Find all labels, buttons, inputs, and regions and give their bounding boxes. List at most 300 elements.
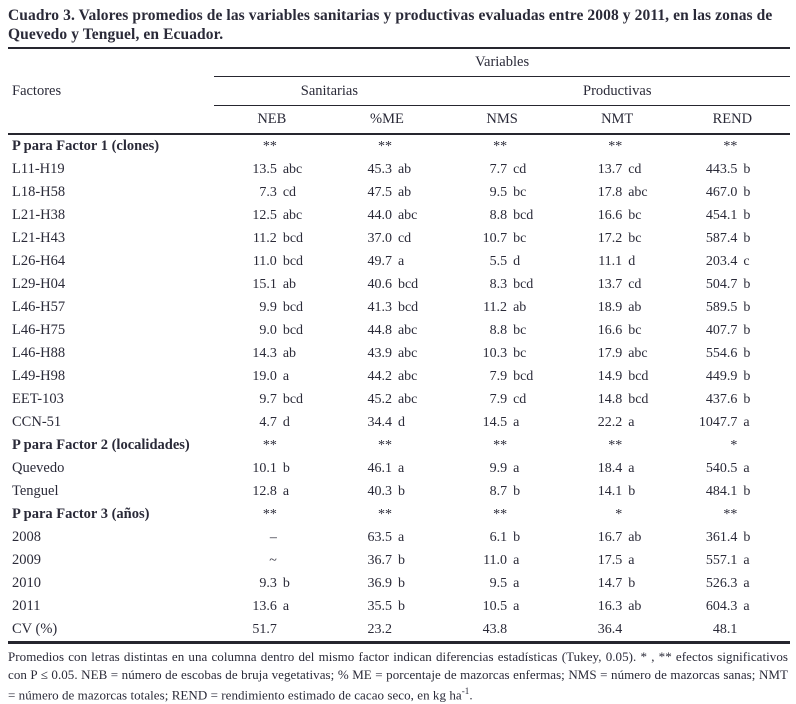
value-letters: b: [743, 391, 751, 407]
header-spacer: [8, 106, 214, 135]
value-letters: a: [628, 460, 635, 476]
value-letters: a: [513, 575, 520, 591]
value-letters: b: [743, 207, 751, 223]
value-number: 16.6: [597, 207, 623, 223]
value-letters: b: [743, 345, 751, 361]
row-label: L26-H64: [12, 253, 66, 269]
value-number: 557.1: [705, 552, 738, 568]
value-cell: [329, 273, 444, 296]
value-cell: [214, 227, 329, 250]
value-letters: b: [282, 575, 290, 591]
value-cell: [560, 365, 675, 388]
table-row: [8, 158, 790, 181]
value-letters: abc: [397, 322, 418, 338]
value-cell: [445, 227, 560, 250]
value-letters: bcd: [397, 276, 419, 292]
value-number: 9.7: [259, 391, 277, 407]
value-letters: d: [513, 253, 521, 269]
value-number: **: [377, 506, 392, 522]
value-number: 8.3: [489, 276, 508, 292]
value-letters: b: [397, 598, 405, 614]
table-row: [8, 342, 790, 365]
value-number: 16.7: [597, 529, 623, 545]
value-cell: [675, 158, 790, 181]
row-label: L46-H88: [12, 345, 66, 361]
value-cell: [329, 549, 444, 572]
value-cell: [445, 158, 560, 181]
value-cell: [214, 319, 329, 342]
value-number: 9.3: [259, 575, 277, 591]
value-letters: b: [743, 276, 751, 292]
value-number: 13.6: [252, 598, 277, 614]
table-row: [8, 388, 790, 411]
value-number: 554.6: [705, 345, 738, 361]
value-cell: [675, 342, 790, 365]
value-cell: [329, 158, 444, 181]
row-label: L29-H04: [12, 276, 66, 292]
value-cell: [675, 204, 790, 227]
value-cell: [329, 250, 444, 273]
value-letters: a: [628, 414, 635, 430]
value-letters: bc: [628, 207, 642, 223]
header-row-groups: [8, 77, 790, 106]
value-number: 7.3: [259, 184, 277, 200]
value-letters: abc: [397, 391, 418, 407]
value-number: 9.0: [259, 322, 277, 338]
value-cell: [675, 434, 790, 457]
value-cell: [445, 480, 560, 503]
table-header: [8, 48, 790, 134]
header-variables: Variables: [214, 48, 790, 77]
value-letters: bcd: [513, 207, 534, 223]
value-letters: a: [513, 414, 520, 430]
value-number: 540.5: [705, 460, 738, 476]
value-number: 203.4: [705, 253, 738, 269]
value-number: 437.6: [705, 391, 738, 407]
row-label: L49-H98: [12, 368, 66, 384]
value-cell: [560, 181, 675, 204]
value-letters: bc: [628, 322, 642, 338]
value-number: 43.9: [367, 345, 392, 361]
value-letters: d: [282, 414, 290, 430]
value-cell: [560, 204, 675, 227]
value-letters: a: [743, 598, 750, 614]
value-number: 17.9: [597, 345, 623, 361]
value-number: 44.8: [367, 322, 392, 338]
value-letters: a: [513, 460, 520, 476]
value-cell: [675, 181, 790, 204]
value-cell: [560, 227, 675, 250]
value-number: 9.5: [489, 575, 508, 591]
value-cell: [560, 457, 675, 480]
table-row: [8, 204, 790, 227]
value-letters: b: [743, 529, 751, 545]
value-cell: [445, 365, 560, 388]
value-number: 11.2: [252, 230, 277, 246]
value-cell: [214, 480, 329, 503]
value-cell: [445, 296, 560, 319]
value-number: 7.9: [489, 368, 508, 384]
value-number: 6.1: [489, 529, 508, 545]
table-body: [8, 134, 790, 643]
value-number: **: [608, 138, 623, 154]
value-number: 11.0: [483, 552, 508, 568]
column-header-me: %ME: [329, 106, 444, 135]
value-cell: [329, 342, 444, 365]
row-label: L11-H19: [12, 161, 65, 177]
value-number: 604.3: [705, 598, 738, 614]
value-number: 49.7: [367, 253, 392, 269]
value-cell: [329, 319, 444, 342]
value-cell: [675, 296, 790, 319]
value-letters: a: [397, 529, 405, 545]
value-number: 504.7: [705, 276, 738, 292]
row-label: 2011: [12, 598, 41, 614]
value-letters: abc: [628, 184, 648, 200]
value-letters: b: [513, 529, 521, 545]
table-row: [8, 411, 790, 434]
value-number: 589.5: [705, 299, 738, 315]
value-cell: [560, 480, 675, 503]
value-cell: [675, 134, 790, 158]
value-letters: b: [743, 184, 751, 200]
value-letters: b: [397, 483, 405, 499]
table-row: [8, 503, 790, 526]
value-letters: bcd: [282, 322, 304, 338]
value-cell: [445, 549, 560, 572]
value-number: 9.9: [259, 299, 277, 315]
value-letters: b: [743, 230, 751, 246]
value-number: 12.8: [252, 483, 277, 499]
value-number: **: [493, 138, 508, 154]
value-cell: [445, 572, 560, 595]
value-cell: [675, 572, 790, 595]
value-cell: [560, 273, 675, 296]
value-cell: [445, 526, 560, 549]
value-cell: [329, 388, 444, 411]
value-cell: [560, 549, 675, 572]
value-number: 10.1: [252, 460, 277, 476]
value-number: 11.1: [598, 253, 623, 269]
column-header-nms: NMS: [445, 106, 560, 135]
value-number: 16.6: [597, 322, 623, 338]
value-cell: [445, 457, 560, 480]
value-cell: [329, 457, 444, 480]
value-number: 9.5: [489, 184, 508, 200]
value-number: 407.7: [705, 322, 738, 338]
value-cell: [560, 250, 675, 273]
value-number: 361.4: [705, 529, 738, 545]
value-number: 467.0: [705, 184, 738, 200]
header-factores: Factores: [12, 82, 62, 99]
value-letters: d: [397, 414, 405, 430]
value-letters: b: [743, 483, 751, 499]
value-cell: [214, 503, 329, 526]
value-number: 45.2: [367, 391, 392, 407]
value-number: 587.4: [705, 230, 738, 246]
table-row: [8, 227, 790, 250]
value-letters: ab: [628, 299, 642, 315]
value-number: **: [377, 138, 392, 154]
footnote-text: Promedios con letras distintas en una columna dentro del mismo factor indican diferencias estadísticas (Tukey, 0.05). * , ** efectos significativos con P ≤ 0.05. NEB = número de escobas de bruja vegetativas; % ME = porcentaje de mazorcas enfermas; NMS = número de mazorcas sanas; NMT = número de mazorcas totales; REND = rendimiento estimado de cacao seco, en kg ha: [8, 649, 788, 703]
value-letters: bc: [513, 184, 527, 200]
value-cell: [675, 250, 790, 273]
value-cell: [675, 227, 790, 250]
value-number: 16.3: [597, 598, 623, 614]
value-number: 17.2: [597, 230, 623, 246]
value-letters: b: [743, 322, 751, 338]
table-row: [8, 457, 790, 480]
value-number: 19.0: [252, 368, 277, 384]
table-row: [8, 572, 790, 595]
value-letters: cd: [397, 230, 412, 246]
table-row: [8, 319, 790, 342]
value-number: **: [493, 506, 508, 522]
value-number: 22.2: [597, 414, 623, 430]
value-cell: [445, 319, 560, 342]
value-cell: [329, 411, 444, 434]
table-row: [8, 181, 790, 204]
value-letters: a: [513, 552, 520, 568]
value-cell: [214, 457, 329, 480]
value-letters: ab: [282, 345, 297, 361]
value-number: 44.2: [367, 368, 392, 384]
table-row: [8, 273, 790, 296]
value-cell: [560, 296, 675, 319]
value-cell: [214, 273, 329, 296]
column-header-nmt: NMT: [560, 106, 675, 135]
value-cell: [445, 434, 560, 457]
table-row: [8, 250, 790, 273]
value-letters: bcd: [282, 230, 304, 246]
table-row: [8, 526, 790, 549]
value-letters: bcd: [513, 368, 534, 384]
value-letters: bc: [513, 345, 527, 361]
row-label: Quevedo: [12, 460, 65, 476]
value-number: 35.5: [367, 598, 392, 614]
value-number: 46.1: [367, 460, 392, 476]
value-number: ~: [269, 552, 277, 568]
value-number: 14.1: [597, 483, 623, 499]
value-number: 526.3: [705, 575, 738, 591]
value-number: 13.7: [597, 276, 623, 292]
row-label: Tenguel: [12, 483, 59, 499]
value-cell: [445, 388, 560, 411]
value-letters: b: [397, 552, 405, 568]
row-label: L46-H57: [12, 299, 66, 315]
row-label: P para Factor 1 (clones): [12, 138, 160, 154]
value-cell: [329, 134, 444, 158]
value-number: **: [608, 437, 623, 453]
value-number: 40.3: [367, 483, 392, 499]
value-letters: abc: [282, 207, 303, 223]
value-cell: [329, 526, 444, 549]
value-cell: [214, 411, 329, 434]
value-number: 36.9: [367, 575, 392, 591]
value-letters: bc: [628, 230, 642, 246]
row-label: CV (%): [12, 621, 58, 637]
value-cell: [675, 365, 790, 388]
value-letters: bcd: [513, 276, 534, 292]
row-label: L18-H58: [12, 184, 66, 200]
value-cell: [329, 204, 444, 227]
value-letters: a: [743, 552, 750, 568]
value-number: 23.2: [367, 621, 392, 637]
value-cell: [445, 618, 560, 643]
value-cell: [329, 595, 444, 618]
value-cell: [560, 342, 675, 365]
value-number: 10.3: [482, 345, 508, 361]
value-letters: cd: [513, 391, 527, 407]
value-cell: [214, 250, 329, 273]
header-productivas: Productivas: [445, 77, 791, 106]
value-cell: [214, 296, 329, 319]
value-letters: a: [513, 598, 520, 614]
value-cell: [329, 181, 444, 204]
value-letters: b: [628, 575, 636, 591]
value-number: 40.6: [367, 276, 392, 292]
value-cell: [560, 572, 675, 595]
value-letters: bcd: [397, 299, 419, 315]
table-footnote: [0, 644, 796, 704]
value-letters: b: [513, 483, 521, 499]
value-number: **: [723, 506, 738, 522]
column-header-neb: NEB: [214, 106, 329, 135]
value-number: 51.7: [252, 621, 277, 637]
value-cell: [329, 572, 444, 595]
value-number: 13.5: [252, 161, 277, 177]
value-letters: abc: [397, 345, 418, 361]
value-number: 484.1: [705, 483, 738, 499]
value-cell: [675, 457, 790, 480]
value-cell: [675, 618, 790, 643]
value-cell: [560, 503, 675, 526]
value-cell: [560, 434, 675, 457]
value-cell: [329, 365, 444, 388]
value-cell: [214, 526, 329, 549]
row-label: P para Factor 2 (localidades): [12, 437, 190, 453]
row-label: P para Factor 3 (años): [12, 506, 150, 522]
value-cell: [214, 595, 329, 618]
value-cell: [445, 503, 560, 526]
value-letters: a: [743, 460, 750, 476]
value-number: 1047.7: [698, 414, 738, 430]
value-letters: a: [282, 368, 290, 384]
value-letters: cd: [628, 276, 642, 292]
header-row-variables: [8, 48, 790, 77]
value-letters: ab: [513, 299, 527, 315]
value-number: 36.7: [367, 552, 392, 568]
value-cell: [560, 388, 675, 411]
value-number: **: [377, 437, 392, 453]
value-cell: [329, 480, 444, 503]
value-number: 8.8: [489, 322, 508, 338]
value-cell: [329, 296, 444, 319]
value-number: 14.3: [252, 345, 277, 361]
value-cell: [675, 388, 790, 411]
value-cell: [560, 526, 675, 549]
value-cell: [329, 618, 444, 643]
row-label: EET-103: [12, 391, 64, 407]
value-cell: [560, 411, 675, 434]
table-row: [8, 296, 790, 319]
value-cell: [560, 595, 675, 618]
value-letters: abc: [397, 368, 418, 384]
value-cell: [675, 480, 790, 503]
table-row: [8, 434, 790, 457]
value-cell: [445, 342, 560, 365]
value-number: 10.5: [482, 598, 508, 614]
footnote-period: .: [469, 687, 473, 703]
value-number: 13.7: [597, 161, 623, 177]
value-letters: b: [282, 460, 290, 476]
value-letters: bc: [513, 322, 527, 338]
header-row-columns: [8, 106, 790, 135]
value-cell: [445, 273, 560, 296]
value-cell: [675, 549, 790, 572]
value-number: 443.5: [705, 161, 738, 177]
row-label: 2009: [12, 552, 41, 568]
value-cell: [560, 618, 675, 643]
row-label: L46-H75: [12, 322, 66, 338]
value-cell: [445, 204, 560, 227]
value-letters: a: [743, 575, 750, 591]
value-letters: ab: [397, 184, 412, 200]
value-number: 7.7: [489, 161, 508, 177]
value-number: *: [730, 437, 738, 453]
value-number: 8.8: [489, 207, 508, 223]
value-number: 36.4: [597, 621, 623, 637]
value-number: 48.1: [712, 621, 738, 637]
value-letters: b: [743, 161, 751, 177]
value-letters: abc: [628, 345, 648, 361]
value-cell: [214, 181, 329, 204]
value-number: 11.2: [483, 299, 508, 315]
value-cell: [214, 434, 329, 457]
value-number: –: [269, 529, 277, 545]
value-letters: a: [397, 253, 405, 269]
value-number: 17.5: [597, 552, 623, 568]
value-letters: b: [743, 299, 751, 315]
value-number: 63.5: [367, 529, 392, 545]
table-row: [8, 365, 790, 388]
row-label: CCN-51: [12, 414, 62, 430]
value-cell: [675, 595, 790, 618]
header-sanitarias: Sanitarias: [214, 77, 444, 106]
table-row: [8, 134, 790, 158]
value-cell: [560, 158, 675, 181]
column-header-rend: REND: [675, 106, 790, 135]
value-number: 7.9: [489, 391, 508, 407]
value-number: 454.1: [705, 207, 738, 223]
table-row: [8, 480, 790, 503]
value-cell: [214, 134, 329, 158]
value-letters: a: [282, 598, 290, 614]
table-row: [8, 549, 790, 572]
value-cell: [560, 319, 675, 342]
value-number: 14.8: [597, 391, 623, 407]
value-number: 4.7: [259, 414, 277, 430]
value-cell: [445, 181, 560, 204]
value-letters: b: [743, 368, 751, 384]
value-cell: [214, 618, 329, 643]
value-cell: [675, 319, 790, 342]
value-letters: d: [628, 253, 636, 269]
value-cell: [445, 595, 560, 618]
value-letters: cd: [628, 161, 642, 177]
value-letters: abc: [282, 161, 303, 177]
value-number: 43.8: [482, 621, 508, 637]
